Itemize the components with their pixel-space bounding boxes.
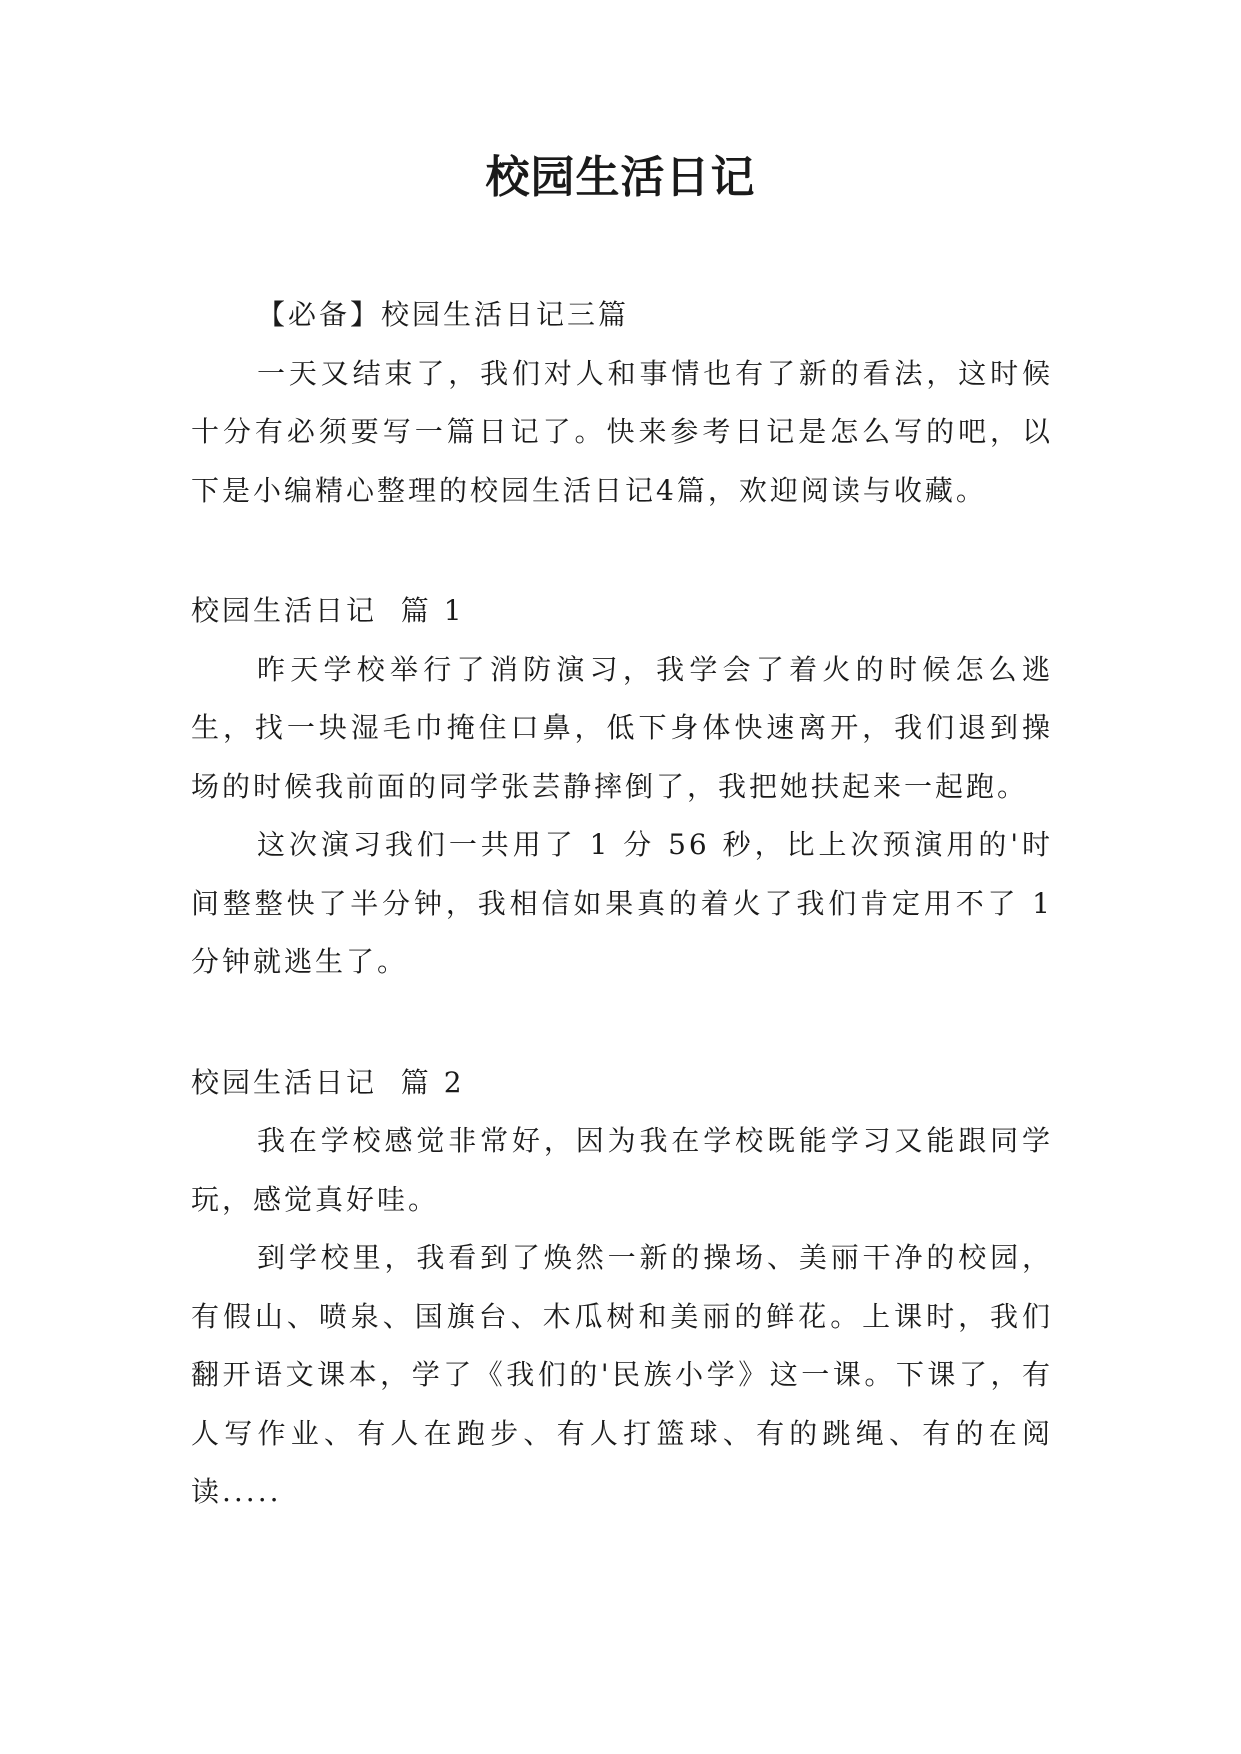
section-heading-2: 校园生活日记 篇 2 <box>191 1065 465 1099</box>
document-title: 校园生活日记 <box>485 152 756 203</box>
section-2-paragraph-2: 到学校里，我看到了焕然一新的操场、美丽干净的校园，有假山、喷泉、国旗台、木瓜树和美丽的鲜花。上课时，我们翻开语文课本，学了《我们的'民族小学》这一课。下课了，有人写作业、有人在跑步、有人打篮球、有的跳绳、有的在阅读..... <box>191 1241 1053 1508</box>
section-heading-1: 校园生活日记 篇 1 <box>191 594 465 627</box>
section-1-paragraph-1: 昨天学校举行了消防演习，我学会了着火的时候怎么逃生，找一块湿毛巾掩住口鼻，低下身体快速离开，我们退到操场的时候我前面的同学张芸静摔倒了，我把她扶起来一起跑。 <box>191 652 1053 803</box>
section-2-paragraph-1: 我在学校感觉非常好，因为我在学校既能学习又能跟同学玩，感觉真好哇。 <box>191 1124 1053 1216</box>
section-1-paragraph-2: 这次演习我们一共用了 1 分 56 秒，比上次预演用的'时间整整快了半分钟，我相信如果真的着火了我们肯定用不了 1 分钟就逃生了。 <box>191 828 1053 978</box>
document-body <box>191 286 1053 1522</box>
intro-subtitle: 【必备】校园生活日记三篇 <box>257 298 630 331</box>
intro-paragraph: 一天又结束了，我们对人和事情也有了新的看法，这时候十分有必须要写一篇日记了。快来参考日记是怎么写的吧，以下是小编精心整理的校园生活日记4篇，欢迎阅读与收藏。 <box>191 356 1053 507</box>
